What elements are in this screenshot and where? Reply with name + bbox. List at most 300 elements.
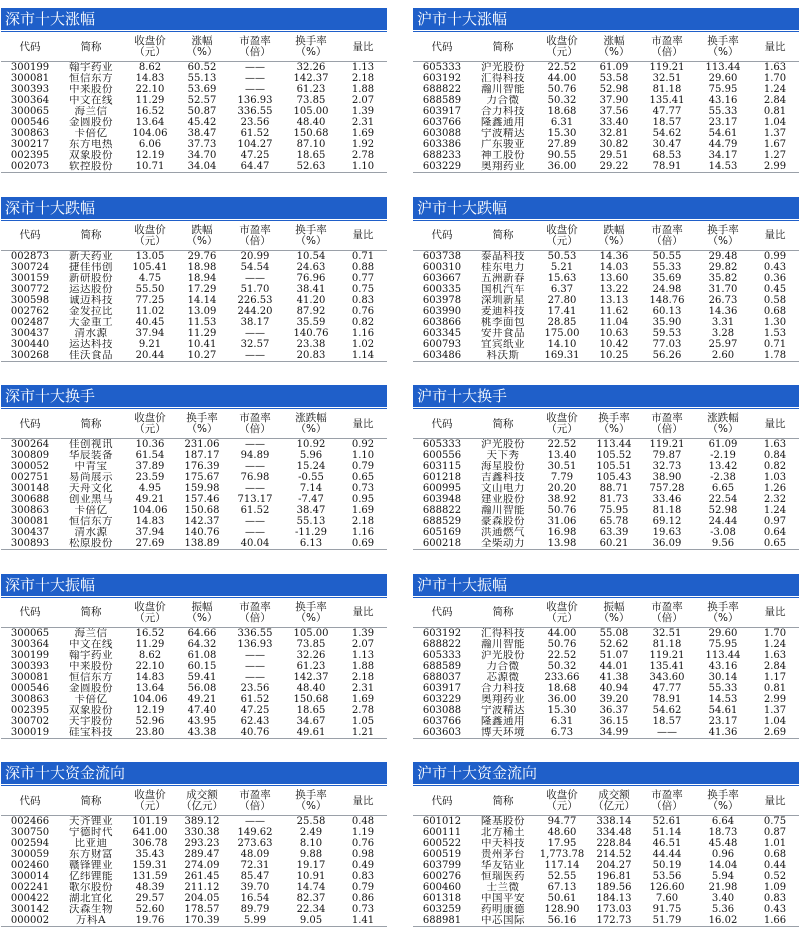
cell-name: 士兰微: [486, 882, 520, 893]
cell-name: 软控股份: [69, 161, 113, 172]
cell-pe: ——: [245, 439, 265, 450]
cell-close: 4.95: [138, 483, 162, 494]
cell-code: 600276: [422, 871, 462, 882]
cell-volume-ratio: 1.01: [763, 838, 787, 849]
cell-close: 18.68: [547, 106, 577, 117]
cell-volume-ratio: 0.75: [763, 816, 787, 827]
cell-metric: 11.53: [187, 316, 217, 328]
header-close: 收盘价 （元）: [546, 35, 578, 58]
cell-close: 10.36: [135, 439, 165, 450]
cell-code: 300019: [10, 726, 50, 738]
cell-name: 天舟文化: [69, 483, 113, 494]
cell-close: 36.00: [547, 693, 577, 705]
cell-metric2: 87.92: [296, 305, 326, 317]
cell-close: 233.66: [544, 671, 580, 683]
cell-code: 603229: [422, 693, 462, 705]
cell-metric: 13.13: [599, 294, 629, 306]
cell-close: 27.89: [547, 139, 577, 150]
header-metric2: 换手率 （%）: [707, 223, 739, 247]
cell-name: 捷佳伟创: [69, 261, 113, 273]
header-code: 代码: [19, 794, 41, 807]
cell-close: 8.62: [138, 649, 162, 661]
cell-close: 90.55: [547, 150, 577, 161]
cell-volume-ratio: 1.02: [351, 338, 375, 350]
cell-volume-ratio: 0.69: [351, 538, 375, 549]
header-close: 收盘价 （元）: [134, 412, 166, 435]
cell-metric2: 23.38: [296, 338, 326, 350]
table-row: [1, 84, 387, 95]
cell-pe: 76.98: [240, 472, 270, 483]
cell-code: 002762: [10, 305, 50, 317]
table-row: [1, 306, 387, 317]
table-row: [413, 694, 799, 705]
cell-close: 37.94: [135, 327, 165, 339]
cell-metric: 43.95: [187, 715, 217, 727]
cell-pe: 61.52: [240, 693, 270, 705]
cell-code: 688981: [422, 915, 462, 926]
cell-pe: 78.91: [652, 693, 682, 705]
cell-pe: 23.56: [240, 117, 270, 128]
header-close: 收盘价 （元）: [546, 412, 578, 435]
cell-name: 清水源: [74, 327, 108, 339]
cell-volume-ratio: 1.66: [763, 915, 787, 926]
cell-name: 隆基股份: [481, 815, 525, 827]
cell-pe: 104.27: [237, 139, 273, 150]
cell-volume-ratio: 1.10: [351, 161, 375, 172]
table-row: [1, 73, 387, 84]
cell-metric2: 22.34: [296, 904, 326, 915]
cell-code: 603088: [422, 704, 462, 716]
cell-metric: 138.89: [184, 538, 220, 549]
cell-code: 300052: [10, 461, 50, 472]
table-row: [1, 650, 387, 661]
cell-close: 11.29: [135, 95, 165, 106]
cell-volume-ratio: 2.99: [763, 161, 787, 172]
cell-metric: 44.01: [599, 660, 629, 672]
panel-title: 沪市十大资金流向: [413, 762, 799, 784]
cell-pe: 51.14: [652, 827, 682, 838]
cell-name: 赣锋锂业: [69, 860, 113, 871]
cell-metric: 56.08: [187, 682, 217, 694]
cell-pe: 46.51: [652, 838, 682, 849]
cell-pe: 60.13: [652, 305, 682, 317]
cell-pe: 79.87: [652, 450, 682, 461]
table-row: [1, 904, 387, 915]
cell-metric2: 16.02: [708, 915, 738, 926]
cell-metric2: 55.33: [708, 682, 738, 694]
cell-name: 科沃斯: [486, 349, 520, 361]
cell-metric2: 0.96: [711, 849, 735, 860]
cell-volume-ratio: 1.21: [351, 726, 375, 738]
cell-code: 002594: [10, 838, 50, 849]
table-row: [1, 661, 387, 672]
table-header-row: [413, 787, 799, 816]
cell-volume-ratio: 0.79: [351, 461, 375, 472]
cell-metric: 175.67: [184, 472, 220, 483]
cell-pe: 119.21: [649, 649, 685, 661]
cell-pe: 47.25: [240, 150, 270, 161]
table-row: [413, 284, 799, 295]
cell-volume-ratio: 2.31: [351, 117, 375, 128]
cell-code: 603386: [422, 139, 462, 150]
table-row: [1, 328, 387, 339]
cell-close: 11.02: [135, 305, 165, 317]
cell-metric2: 20.83: [296, 349, 326, 361]
cell-name: 沪光股份: [481, 438, 525, 450]
cell-close: 6.73: [550, 726, 574, 738]
cell-pe: ——: [245, 73, 265, 84]
cell-metric: 29.76: [187, 250, 217, 262]
table-row: [1, 871, 387, 882]
cell-metric2: 8.10: [299, 838, 323, 849]
cell-name: 中天科技: [481, 838, 525, 849]
header-metric2: 换手率 （%）: [707, 35, 739, 58]
table-row: [413, 505, 799, 516]
header-close: 收盘价 （元）: [134, 789, 166, 812]
cell-metric: 33.40: [599, 117, 629, 128]
cell-metric: 140.76: [184, 527, 220, 538]
cell-code: 603088: [422, 128, 462, 139]
cell-close: 61.54: [135, 450, 165, 461]
cell-metric: 60.52: [187, 62, 217, 73]
cell-close: 50.32: [547, 660, 577, 672]
table-row: [413, 494, 799, 505]
header-pe: 市盈率 （倍）: [651, 600, 683, 624]
table-row: [413, 273, 799, 284]
cell-volume-ratio: 1.04: [763, 117, 787, 128]
cell-pe: 135.41: [649, 95, 685, 106]
cell-code: 603799: [422, 860, 462, 871]
cell-pe: 40.76: [240, 726, 270, 738]
cell-code: 688037: [422, 671, 462, 683]
cell-volume-ratio: 1.09: [763, 882, 787, 893]
cell-metric: 55.08: [599, 627, 629, 639]
cell-pe: 30.47: [652, 139, 682, 150]
cell-code: 600460: [422, 882, 462, 893]
cell-close: 77.25: [135, 294, 165, 306]
table-row: [413, 328, 799, 339]
cell-name: 合力科技: [481, 682, 525, 694]
cell-metric: 105.52: [596, 450, 632, 461]
cell-code: 688822: [422, 84, 462, 95]
cell-code: 601218: [422, 472, 462, 483]
table-row: [1, 439, 387, 451]
header-metric2: 换手率 （%）: [707, 789, 739, 812]
cell-name: 瀚川智能: [481, 638, 525, 650]
cell-close: 15.30: [547, 128, 577, 139]
cell-volume-ratio: 1.13: [351, 62, 375, 73]
cell-pe: ——: [245, 527, 265, 538]
cell-volume-ratio: 1.39: [351, 627, 375, 639]
cell-volume-ratio: 0.84: [763, 450, 787, 461]
cell-metric2: 35.82: [708, 272, 738, 284]
cell-name: 北方稀土: [481, 827, 525, 838]
cell-metric2: 105.00: [293, 627, 329, 639]
cell-code: 605333: [422, 439, 462, 450]
cell-name: 易尚展示: [69, 472, 113, 483]
table-row: [413, 639, 799, 650]
cell-name: 万科A: [75, 915, 107, 926]
header-metric: 跌幅 （%）: [598, 223, 630, 247]
cell-name: 汇得科技: [481, 73, 525, 84]
cell-metric2: 38.47: [296, 505, 326, 516]
header-volume-ratio: 量比: [764, 606, 786, 618]
cell-metric: 60.15: [187, 660, 217, 672]
cell-code: 300750: [10, 827, 50, 838]
cell-close: 48.60: [547, 827, 577, 838]
cell-pe: 136.93: [237, 638, 273, 650]
cell-code: 300199: [10, 62, 50, 73]
table-row: [1, 461, 387, 472]
table-row: [1, 350, 387, 362]
cell-name: 大金重工: [69, 316, 113, 328]
cell-code: 688233: [422, 150, 462, 161]
cell-pe: ——: [245, 327, 265, 339]
cell-name: 中文在线: [69, 95, 113, 106]
cell-close: 37.89: [135, 461, 165, 472]
cell-close: 5.21: [550, 261, 574, 273]
cell-code: 300159: [10, 272, 50, 284]
cell-pe: 19.63: [652, 527, 682, 538]
cell-metric: 41.38: [599, 671, 629, 683]
cell-metric: 29.51: [599, 150, 629, 161]
sh-panel-4: [413, 762, 799, 927]
cell-metric: 274.09: [184, 860, 220, 871]
cell-volume-ratio: 2.84: [763, 660, 787, 672]
cell-metric2: 5.94: [711, 871, 735, 882]
header-metric2: 涨跌幅 （%）: [295, 412, 327, 435]
cell-code: 603948: [422, 494, 462, 505]
cell-pe: 273.63: [237, 838, 273, 849]
cell-code: 603345: [422, 327, 462, 339]
cell-volume-ratio: 0.71: [763, 338, 787, 350]
cell-close: 17.41: [547, 305, 577, 317]
header-metric: 涨幅 （%）: [186, 35, 218, 58]
cell-volume-ratio: 0.76: [351, 838, 375, 849]
cell-metric2: 18.65: [296, 150, 326, 161]
header-volume-ratio: 量比: [352, 40, 374, 53]
table-row: [413, 627, 799, 639]
header-metric: 跌幅 （%）: [186, 223, 218, 247]
cell-close: 23.59: [135, 472, 165, 483]
cell-metric: 172.73: [596, 915, 632, 926]
cell-pe: 77.03: [652, 338, 682, 350]
sh-panel-0: [413, 8, 799, 173]
cell-code: 600218: [422, 538, 462, 549]
cell-metric2: 150.68: [293, 128, 329, 139]
cell-metric: 49.21: [187, 693, 217, 705]
cell-pe: 47.77: [652, 682, 682, 694]
cell-code: 600519: [422, 849, 462, 860]
cell-code: 603192: [422, 73, 462, 84]
header-pe: 市盈率 （倍）: [239, 223, 271, 247]
cell-pe: 51.70: [240, 283, 270, 295]
panel-title: 沪市十大振幅: [413, 574, 799, 596]
header-name: 简称: [492, 417, 514, 430]
cell-name: 宁波精达: [481, 704, 525, 716]
cell-volume-ratio: 2.99: [763, 693, 787, 705]
cell-volume-ratio: 0.77: [351, 272, 375, 284]
cell-close: 13.98: [547, 538, 577, 549]
cell-metric: 189.56: [596, 882, 632, 893]
cell-code: 300809: [10, 450, 50, 461]
cell-volume-ratio: 1.70: [763, 73, 787, 84]
cell-volume-ratio: 0.81: [763, 106, 787, 117]
cell-code: 300065: [10, 106, 50, 117]
cell-volume-ratio: 1.69: [351, 505, 375, 516]
header-pe: 市盈率 （倍）: [651, 223, 683, 247]
ranking-table: [413, 222, 799, 362]
cell-metric: 14.14: [187, 294, 217, 306]
table-row: [413, 128, 799, 139]
cell-close: 14.10: [547, 338, 577, 350]
cell-close: 12.19: [135, 704, 165, 716]
cell-pe: ——: [245, 660, 265, 672]
cell-pe: 69.12: [652, 516, 682, 527]
cell-pe: 54.62: [652, 128, 682, 139]
cell-code: 605169: [422, 527, 462, 538]
cell-code: 300199: [10, 649, 50, 661]
cell-metric: 10.63: [599, 327, 629, 339]
cell-name: 奥翔药业: [481, 161, 525, 172]
header-metric: 涨幅 （%）: [598, 35, 630, 58]
header-metric: 振幅 （%）: [186, 600, 218, 624]
cell-name: 金发拉比: [69, 305, 113, 317]
cell-metric2: 75.95: [708, 638, 738, 650]
cell-metric2: 43.16: [708, 95, 738, 106]
table-row: [413, 95, 799, 106]
cell-close: 38.92: [547, 494, 577, 505]
cell-metric: 10.27: [187, 349, 217, 361]
cell-pe: 40.04: [240, 538, 270, 549]
cell-code: 300724: [10, 261, 50, 273]
cell-metric: 37.90: [599, 95, 629, 106]
cell-pe: 32.73: [652, 461, 682, 472]
cell-metric: 261.45: [184, 871, 220, 882]
cell-name: 诚迈科技: [69, 294, 113, 306]
header-code: 代码: [431, 794, 453, 807]
cell-code: 300364: [10, 95, 50, 106]
cell-close: 11.29: [135, 638, 165, 650]
cell-pe: ——: [245, 516, 265, 527]
cell-volume-ratio: 1.03: [763, 472, 787, 483]
header-pe: 市盈率 （倍）: [239, 412, 271, 435]
cell-name: 佳创视讯: [69, 438, 113, 450]
cell-pe: 757.28: [649, 483, 685, 494]
header-pe: 市盈率 （倍）: [651, 789, 683, 812]
cell-volume-ratio: 0.87: [763, 827, 787, 838]
cell-close: 55.50: [135, 283, 165, 295]
cell-code: 300393: [10, 660, 50, 672]
cell-metric: 105.43: [596, 472, 632, 483]
header-metric2: 换手率 （%）: [295, 789, 327, 812]
header-code: 代码: [19, 417, 41, 430]
table-row: [1, 527, 387, 538]
cell-code: 603486: [422, 349, 462, 361]
cell-close: 44.00: [547, 73, 577, 84]
panel-title: 深市十大资金流向: [1, 762, 387, 784]
header-volume-ratio: 量比: [352, 606, 374, 618]
cell-name: 卡倍亿: [74, 505, 108, 516]
table-row: [413, 439, 799, 451]
cell-metric2: 18.65: [296, 704, 326, 716]
table-row: [1, 627, 387, 639]
cell-metric2: 6.13: [299, 538, 323, 549]
cell-name: 吉鑫科技: [481, 472, 525, 483]
table-row: [413, 716, 799, 727]
cell-name: 佳沃食品: [69, 349, 113, 361]
cell-name: 洪通燃气: [481, 527, 525, 538]
cell-close: 641.00: [132, 827, 168, 838]
cell-close: 13.64: [135, 117, 165, 128]
cell-name: 隆鑫通用: [481, 715, 525, 727]
cell-close: 50.76: [547, 638, 577, 650]
cell-metric2: 7.14: [299, 483, 323, 494]
cell-metric2: 29.48: [708, 250, 738, 262]
cell-code: 600995: [422, 483, 462, 494]
cell-pe: ——: [245, 62, 265, 73]
cell-pe: 713.17: [237, 494, 273, 505]
cell-pe: 91.75: [652, 904, 682, 915]
cell-close: 22.10: [135, 660, 165, 672]
cell-volume-ratio: 1.63: [763, 649, 787, 661]
cell-name: 泰晶科技: [481, 250, 525, 262]
cell-code: 300598: [10, 294, 50, 306]
cell-volume-ratio: 2.18: [351, 671, 375, 683]
table-row: [413, 295, 799, 306]
cell-volume-ratio: 0.75: [351, 283, 375, 295]
cell-metric: 176.39: [184, 461, 220, 472]
cell-name: 沪光股份: [481, 61, 525, 73]
panel-title: 深市十大振幅: [1, 574, 387, 596]
cell-volume-ratio: 0.79: [351, 882, 375, 893]
cell-name: 瀚川智能: [481, 84, 525, 95]
cell-metric: 11.62: [599, 305, 629, 317]
cell-name: 亿纬锂能: [69, 871, 113, 882]
cell-metric2: 150.68: [293, 693, 329, 705]
table-row: [1, 694, 387, 705]
cell-metric: 330.38: [184, 827, 220, 838]
cell-metric: 150.68: [184, 505, 220, 516]
cell-pe: 336.55: [237, 627, 273, 639]
cell-volume-ratio: 1.14: [351, 349, 375, 361]
cell-volume-ratio: 1.13: [351, 649, 375, 661]
cell-pe: 81.18: [652, 638, 682, 650]
cell-volume-ratio: 1.04: [763, 715, 787, 727]
cell-volume-ratio: 1.10: [351, 450, 375, 461]
cell-name: 汇得科技: [481, 627, 525, 639]
cell-pe: 24.98: [652, 283, 682, 295]
cell-volume-ratio: 1.63: [763, 439, 787, 450]
cell-name: 硅宝科技: [69, 726, 113, 738]
cell-metric2: 3.40: [711, 893, 735, 904]
cell-metric2: 75.95: [708, 84, 738, 95]
cell-close: 27.69: [135, 538, 165, 549]
cell-metric2: 10.54: [296, 250, 326, 262]
cell-metric: 34.70: [187, 150, 217, 161]
cell-metric2: 2.49: [299, 827, 323, 838]
cell-name: 双象股份: [69, 150, 113, 161]
cell-volume-ratio: 1.05: [351, 715, 375, 727]
sh-panel-1: [413, 197, 799, 362]
cell-metric2: 142.37: [293, 671, 329, 683]
cell-pe: ——: [245, 483, 265, 494]
cell-name: 天宇股份: [69, 715, 113, 727]
cell-close: 36.00: [547, 161, 577, 172]
header-code: 代码: [19, 40, 41, 53]
table-row: [413, 683, 799, 694]
cell-pe: 50.19: [652, 860, 682, 871]
